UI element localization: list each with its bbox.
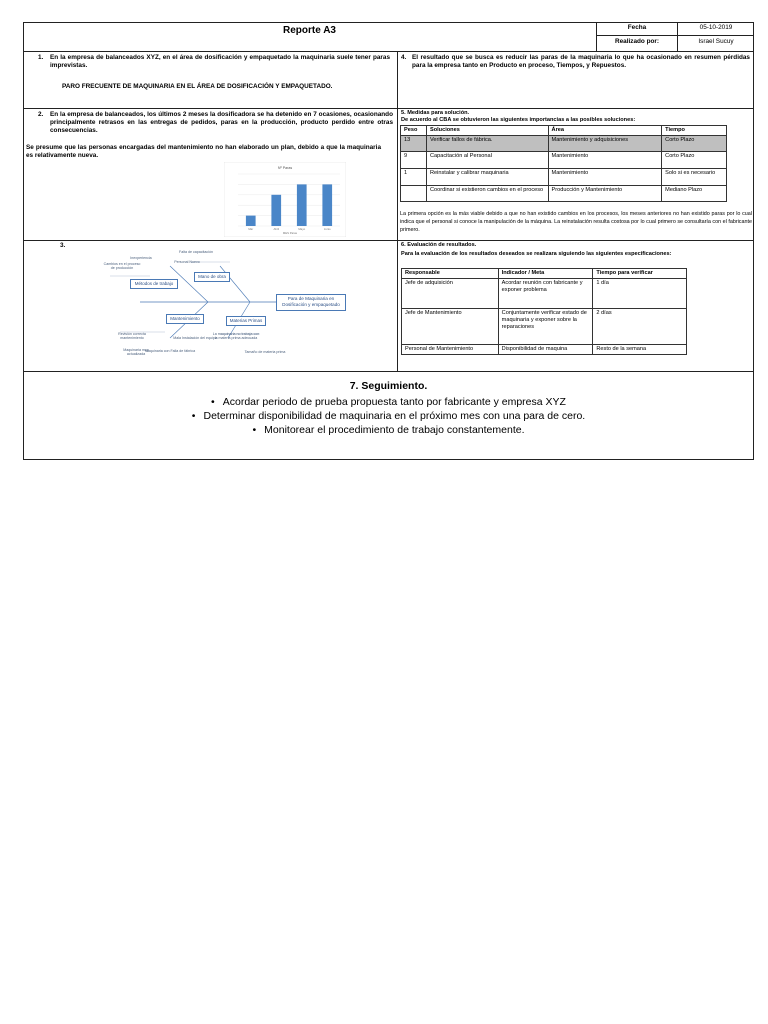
eval-row2-indicador: Conjuntamente verificar estado de maquinaria y exponer sobre la reparaciones: [498, 309, 593, 345]
cause-falta-capacitacion: Falta de capacitación: [179, 250, 213, 254]
row1-area: Mantenimiento y adquisiciones: [548, 136, 662, 152]
section5-title: 5. Medidas para solución.: [401, 110, 470, 116]
row-divider-2: [23, 108, 754, 109]
cause-revision-mantenimiento: Revisión correcta mantenimiento: [118, 332, 146, 341]
solutions-table: [400, 125, 727, 202]
cause-mala-instalacion: Mala Instalación del equipo: [173, 336, 217, 340]
category-mantenimiento: Mantenimiento: [166, 314, 204, 324]
section5-subtitle: De acuerdo al CBA se obtuvieron las siguientes importancias a las posibles soluciones:: [401, 117, 636, 123]
table-row: [402, 345, 687, 355]
chart-title: Nº Paras: [277, 166, 293, 170]
report-title: Reporte A3: [283, 25, 336, 36]
fishbone-diagram: [90, 246, 350, 366]
chart-tick-label: Abril: [273, 227, 280, 231]
evaluation-table: [401, 268, 687, 355]
header-tiempo: Tiempo: [662, 126, 727, 136]
paras-bar-chart: [224, 162, 346, 237]
section7-title: 7. Seguimiento.: [349, 380, 428, 392]
eval-row3-responsable: Personal de Mantenimiento: [402, 345, 499, 355]
row3-area: Mantenimiento: [548, 169, 662, 186]
eval-row2-responsable: Jefe de Mantenimiento: [402, 309, 499, 345]
table-row: [401, 136, 727, 152]
section1-number: 1.: [38, 54, 44, 61]
row1-peso: 13: [401, 136, 427, 152]
cause-materia-prima-adecuada: La maquinaria no trabaja con la materia prima adecuada: [212, 332, 260, 341]
section2-number: 2.: [38, 111, 44, 118]
section4-text: El resultado que se busca es reducir las paras de la maquinaria lo que ha ocasionado en resumen pérdidas para la empresa tanto en Producto en proceso, Tiempos, y Repuestos.: [412, 54, 750, 69]
header-indicador: Indicador / Meta: [498, 269, 593, 279]
cause-falla-fabrica: Maquinaria con Falla de fábrica: [144, 349, 196, 353]
section1-highlight: PARO FRECUENTE DE MAQUINARIA EN EL ÁREA DE DOSIFICACIÓN Y EMPAQUETADO.: [62, 83, 333, 90]
category-mano-obra: Mano de obra: [194, 272, 230, 282]
row4-peso: [401, 186, 427, 202]
row-divider-1: [23, 51, 754, 52]
section6-title: 6. Evaluación de resultados.: [401, 242, 477, 248]
chart-x-axis-label: MES Paras: [282, 231, 298, 235]
section2-text2: Se presume que las personas encargadas del mantenimiento no han elaborado un plan, debido a que la maquinaria es relativamente nueva.: [26, 144, 381, 159]
row2-peso: 9: [401, 152, 427, 169]
chart-tick-label: Mayo: [298, 227, 306, 231]
table-row: [401, 186, 727, 202]
header-row-divider: [596, 35, 754, 36]
cause-maquinaria-actualizada: Maquinaria muy actualizada: [123, 348, 149, 357]
header-area: Área: [548, 126, 662, 136]
cause-cambios-proceso: Cambios en el proceso de producción: [103, 262, 141, 271]
section1-text: En la empresa de balanceados XYZ, en el área de dosificación y empaquetado la maquinaria suele tener paras imprevistas.: [50, 54, 390, 69]
table-row: [401, 169, 727, 186]
row2-tiempo: Corto Plazo: [662, 152, 727, 169]
evaluation-header-row: [402, 269, 687, 279]
category-materias-primas: Materias Primas: [226, 316, 266, 326]
section7-list: [23, 395, 754, 437]
row4-tiempo: Mediano Plazo: [662, 186, 727, 202]
eval-row1-indicador: Acordar reunión con fabricante y exponer problema: [498, 279, 593, 309]
eval-row2-tiempo: 2 días: [593, 309, 687, 345]
section2-text: En la empresa de balanceados, los últimos 2 meses la dosificadora se ha detenido en 7 ocasiones, ocasionando principalmente retrasos en las entregas de pedidos, paras en la producción, producto perdido entre otras consecuencias.: [50, 111, 393, 134]
row2-area: Mantenimiento: [548, 152, 662, 169]
row-divider-3: [23, 240, 754, 241]
row3-peso: 1: [401, 169, 427, 186]
header-responsable: Responsable: [402, 269, 499, 279]
chart-bar-junio: [322, 184, 332, 226]
eval-row1-tiempo: 1 día: [593, 279, 687, 309]
chart-bar-abril: [271, 195, 281, 226]
chart-tick-label: Junio: [323, 227, 331, 231]
realizado-label: Realizado por:: [614, 38, 660, 45]
chart-bar-mayo: [297, 184, 307, 226]
fecha-label: Fecha: [627, 24, 647, 31]
row1-solucion: Verificar fallos de fábrica.: [426, 136, 548, 152]
section6-subtitle: Para la evaluación de los resultados deseados se realizara siguiendo las siguientes especificaciones:: [401, 251, 672, 257]
header-soluciones: Soluciones: [426, 126, 548, 136]
row3-solucion: Reinstalar y calibrar maquinaria: [426, 169, 548, 186]
cause-inexperiencia: Inexperiencia: [130, 256, 152, 260]
section3-number: 3.: [60, 242, 66, 249]
row2-solucion: Capacitación al Personal: [426, 152, 548, 169]
section4-number: 4.: [401, 54, 407, 61]
effect-box: Para de Maquinaria en Dosificación y empaquetado: [276, 294, 346, 311]
table-row: [401, 152, 727, 169]
chart-tick-label: Mar: [248, 227, 254, 231]
chart-bar-mar: [246, 216, 256, 226]
fecha-value: 05-10-2019: [699, 24, 733, 31]
row1-tiempo: Corto Plazo: [662, 136, 727, 152]
eval-row3-indicador: Disponibilidad de maquina: [498, 345, 593, 355]
row4-area: Producción y Mantenimiento: [548, 186, 662, 202]
followup-item-2: • Determinar disponibilidad de maquinaria en el próximo mes con una para de cero.: [23, 409, 754, 423]
table-row: [402, 279, 687, 309]
header-peso: Peso: [401, 126, 427, 136]
header-tiempo-verificar: Tiempo para verificar: [593, 269, 687, 279]
row4-solucion: Coordinar si existieron cambios en el proceso: [426, 186, 548, 202]
section5-note: La primera opción es la más viable debido a que no han existido cambios en los procesos, los meses anteriores no han existido paras por lo cual indica que el personal si conoce la manipulación de la máquina. La reinstalación resulta costosa por lo cual primero se consultaría con el fabricante primero.: [400, 211, 752, 234]
column-divider: [397, 51, 398, 371]
cause-tamano-materia-prima: Tamaño de materia prima: [244, 350, 286, 354]
table-row: [402, 309, 687, 345]
eval-row3-tiempo: Resto de la semana: [593, 345, 687, 355]
followup-item-1: • Acordar periodo de prueba propuesta tanto por fabricante y empresa XYZ: [23, 395, 754, 409]
realizado-value: Israel Sucuy: [698, 38, 734, 45]
followup-item-3: • Monitorear el procedimiento de trabajo constantemente.: [23, 423, 754, 437]
cause-personal-nuevo: Personal Nuevo: [174, 260, 200, 264]
solutions-header-row: [401, 126, 727, 136]
row-divider-4: [23, 371, 754, 372]
category-metodos-trabajo: Métodos de trabajo: [130, 279, 178, 289]
eval-row1-responsable: Jefe de adquisición: [402, 279, 499, 309]
row3-tiempo: Solo si es necesario: [662, 169, 727, 186]
